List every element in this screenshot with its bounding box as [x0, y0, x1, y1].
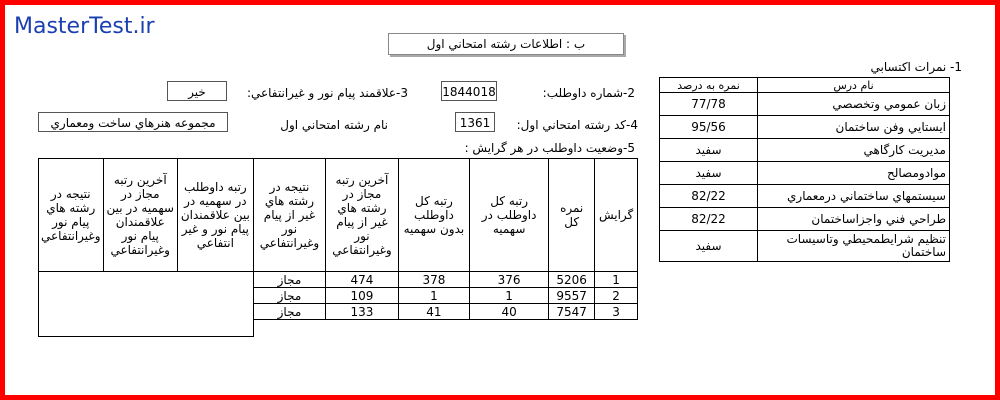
col-rank-no-quota: رتبه كل داوطلب بدون سهميه [398, 159, 469, 272]
table-row [39, 272, 638, 288]
orientation-cell: 1 [595, 272, 638, 288]
col-pnu-rank: رتبه داوطلب در سهميه در بين علاقمندان پيام نور و غير انتفاعي [177, 159, 253, 272]
field-code-label: 4-كد رشته امتحاني اول: [516, 118, 638, 132]
col-total-score: نمره كل [549, 159, 595, 272]
section-title: ب : اطلاعات رشته امتحاني اول [388, 33, 624, 55]
course-score: سفيد [660, 139, 758, 162]
orientation-table [38, 158, 638, 337]
table-row [660, 139, 950, 162]
rank-quota-cell: 40 [470, 304, 549, 320]
col-rank-quota: رتبه كل داوطلب در سهميه [470, 159, 549, 272]
course-score: 77/78 [660, 93, 758, 116]
table-row [660, 93, 950, 116]
course-name: مديريت كارگاهي [758, 139, 950, 162]
table-row [660, 231, 950, 262]
last-rank-cell: 109 [326, 288, 399, 304]
course-name: تنظيم شرايطمحيطي وتاسيسات ساختمان [758, 231, 950, 262]
filler-cell [253, 320, 637, 337]
grades-header-row [660, 78, 950, 93]
course-name: طراحي فني واجزاساختمان [758, 208, 950, 231]
grades-table [659, 77, 950, 262]
orientation-header-row [39, 159, 638, 272]
rank-quota-cell: 376 [470, 272, 549, 288]
grades-col-name: نام درس [758, 78, 950, 93]
grades-heading: 1- نمرات اكتسابي [870, 60, 962, 74]
course-name: زبان عمومي وتخصصي [758, 93, 950, 116]
score-cell: 9557 [549, 288, 595, 304]
field-code-value: 1361 [455, 112, 495, 132]
result-cell: مجاز [253, 304, 326, 320]
last-rank-cell: 133 [326, 304, 399, 320]
rank-no-quota-cell: 1 [398, 288, 469, 304]
col-orientation: گرايش [595, 159, 638, 272]
orientation-cell: 2 [595, 288, 638, 304]
col-pnu-result: نتيجه در رشته هاي پيام نور وغيرانتفاعي [39, 159, 104, 272]
course-score: 82/22 [660, 185, 758, 208]
course-score: سفيد [660, 231, 758, 262]
course-name: ايستايي وفن ساختمان [758, 116, 950, 139]
score-cell: 7547 [549, 304, 595, 320]
course-score: 95/56 [660, 116, 758, 139]
col-result: نتيجه در رشته هاي غير از پيام نور وغيرانتفاعي [253, 159, 326, 272]
candidate-number-value: 1844018 [441, 81, 497, 101]
rank-no-quota-cell: 41 [398, 304, 469, 320]
course-score: سفيد [660, 162, 758, 185]
field-name-value: مجموعه هنرهاي ساخت ومعماري [38, 112, 228, 132]
pnu-interest-value: خير [167, 81, 227, 101]
table-row [660, 162, 950, 185]
course-name: موادومصالح [758, 162, 950, 185]
grades-col-score: نمره به درصد [660, 78, 758, 93]
result-cell: مجاز [253, 272, 326, 288]
table-row [660, 208, 950, 231]
score-cell: 5206 [549, 272, 595, 288]
candidate-number-label: 2-شماره داوطلب: [542, 86, 635, 100]
course-score: 82/22 [660, 208, 758, 231]
table-row [660, 185, 950, 208]
last-rank-cell: 474 [326, 272, 399, 288]
col-last-allowed-rank: آخرين رتبه مجاز در رشته هاي غير از پيام نور وغيرانتفاعي [326, 159, 399, 272]
rank-quota-cell: 1 [470, 288, 549, 304]
pnu-interest-label: 3-علاقمند پيام نور و غيرانتفاعي: [246, 86, 408, 100]
field-name-label: نام رشته امتحاني اول [280, 118, 388, 132]
status-label: 5-وضعيت داوطلب در هر گرايش : [464, 141, 635, 155]
col-pnu-last-rank: آخرين رتبه مجاز در سهميه در بين علاقمندان پيام نور وغيرانتفاعي [103, 159, 177, 272]
result-cell: مجاز [253, 288, 326, 304]
orientation-cell: 3 [595, 304, 638, 320]
course-name: سيستمهاي ساختماني درمعماري [758, 185, 950, 208]
table-row [660, 116, 950, 139]
rank-no-quota-cell: 378 [398, 272, 469, 288]
pnu-empty-area [39, 272, 254, 337]
site-watermark: MasterTest.ir [14, 14, 155, 39]
